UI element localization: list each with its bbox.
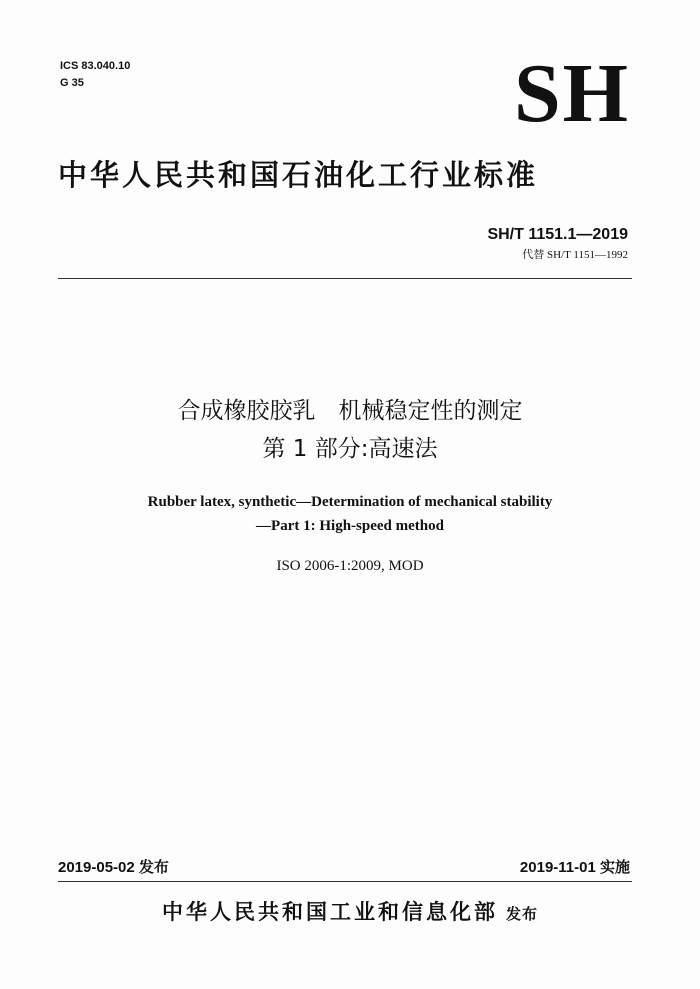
chinese-title-line-2: 第 1 部分:高速法 (262, 436, 438, 462)
standard-category-title: 中华人民共和国石油化工行业标准 (58, 158, 539, 192)
implementation-date: 2019-11-01 实施 (519, 859, 630, 876)
standard-number: SH/T 1151.1—2019 (487, 226, 628, 243)
classification-codes (60, 58, 130, 92)
issue-date: 2019-05-02 发布 (58, 859, 169, 876)
iso-reference: ISO 2006-1:2009, MOD (276, 558, 424, 574)
ics-code: ICS 83.040.10 (60, 60, 131, 72)
chinese-title-line-1: 合成橡胶胶乳 机械稳定性的测定 (177, 398, 523, 424)
chinese-title (0, 392, 700, 468)
sh-logo: SH (513, 47, 630, 140)
ccs-code: G 35 (60, 77, 84, 89)
english-title-line-1: Rubber latex, synthetic—Determination of mechanical stability (147, 494, 553, 510)
footer-divider (58, 881, 632, 882)
header-divider (58, 278, 632, 279)
english-title (0, 490, 700, 538)
issuing-authority (0, 898, 700, 928)
issuer-name: 中华人民共和国工业和信息化部 (161, 900, 498, 924)
issuer-suffix: 发布 (505, 905, 538, 923)
english-title-line-2: —Part 1: High-speed method (256, 518, 444, 534)
replaces-note: 代替 SH/T 1151—1992 (522, 249, 628, 261)
